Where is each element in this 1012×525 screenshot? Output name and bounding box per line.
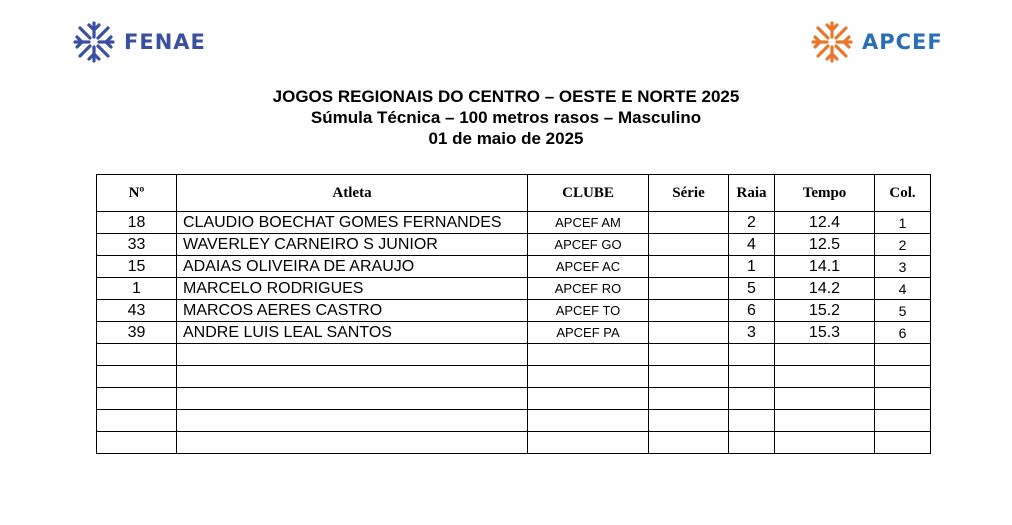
cell-clube [528,366,649,388]
cell-col: 3 [875,256,931,278]
cell-col [875,344,931,366]
cell-tempo: 15.3 [775,322,875,344]
cell-tempo: 12.4 [775,212,875,234]
cell-col [875,366,931,388]
table-row [97,212,931,234]
cell-num [97,410,177,432]
results-table [96,174,931,454]
cell-raia: 4 [729,234,775,256]
event-date: 01 de maio de 2025 [428,129,584,148]
cell-tempo: 15.2 [775,300,875,322]
cell-clube [528,432,649,454]
cell-serie [649,256,729,278]
cell-clube: APCEF TO [528,300,649,322]
cell-num [97,432,177,454]
cell-atleta: MARCOS AERES CASTRO [177,300,528,322]
cell-col: 2 [875,234,931,256]
cell-col: 6 [875,322,931,344]
cell-num: 33 [97,234,177,256]
cell-tempo [775,388,875,410]
cell-col [875,388,931,410]
header-atleta: Atleta [177,175,528,212]
cell-raia [729,410,775,432]
table-row [97,388,931,410]
document-title-block [0,86,1012,149]
cell-num [97,366,177,388]
table-row [97,278,931,300]
cell-serie [649,300,729,322]
cell-atleta: CLAUDIO BOECHAT GOMES FERNANDES [177,212,528,234]
cell-raia [729,344,775,366]
cell-clube: APCEF AM [528,212,649,234]
table-row [97,366,931,388]
cell-tempo [775,410,875,432]
fenae-logo [72,20,206,64]
cell-atleta [177,410,528,432]
cell-atleta [177,432,528,454]
cell-col: 4 [875,278,931,300]
cell-clube: APCEF RO [528,278,649,300]
cell-num [97,388,177,410]
cell-serie [649,344,729,366]
cell-atleta: ADAIAS OLIVEIRA DE ARAUJO [177,256,528,278]
cell-col: 1 [875,212,931,234]
cell-raia: 6 [729,300,775,322]
table-row [97,300,931,322]
cell-num [97,344,177,366]
cell-atleta [177,388,528,410]
header-serie: Série [649,175,729,212]
table-row [97,410,931,432]
cell-serie [649,212,729,234]
cell-atleta: WAVERLEY CARNEIRO S JUNIOR [177,234,528,256]
cell-raia [729,388,775,410]
cell-num: 15 [97,256,177,278]
apcef-snowflake-logo-icon [810,20,854,64]
header-col: Col. [875,175,931,212]
cell-clube [528,410,649,432]
cell-serie [649,234,729,256]
table-row [97,432,931,454]
table-row [97,322,931,344]
cell-raia: 1 [729,256,775,278]
cell-serie [649,278,729,300]
cell-raia [729,432,775,454]
cell-serie [649,410,729,432]
header-clube: CLUBE [528,175,649,212]
cell-clube: APCEF AC [528,256,649,278]
event-title: JOGOS REGIONAIS DO CENTRO – OESTE E NORTE 2025 [272,87,740,106]
cell-atleta [177,344,528,366]
cell-raia: 3 [729,322,775,344]
fenae-snowflake-logo-icon [72,20,116,64]
cell-num: 1 [97,278,177,300]
cell-clube: APCEF GO [528,234,649,256]
cell-col: 5 [875,300,931,322]
cell-raia [729,366,775,388]
cell-num: 18 [97,212,177,234]
header-num: Nº [97,175,177,212]
cell-tempo [775,432,875,454]
cell-atleta: ANDRE LUIS LEAL SANTOS [177,322,528,344]
cell-serie [649,366,729,388]
event-subtitle: Súmula Técnica – 100 metros rasos – Masculino [310,108,702,127]
cell-col [875,410,931,432]
cell-serie [649,388,729,410]
cell-raia: 5 [729,278,775,300]
cell-col [875,432,931,454]
apcef-logo-text: APCEF [862,30,943,54]
cell-tempo: 12.5 [775,234,875,256]
cell-tempo: 14.1 [775,256,875,278]
table-row [97,256,931,278]
cell-tempo [775,366,875,388]
header-tempo: Tempo [775,175,875,212]
cell-num: 43 [97,300,177,322]
header-raia: Raia [729,175,775,212]
cell-tempo: 14.2 [775,278,875,300]
apcef-logo [810,20,943,64]
cell-clube [528,388,649,410]
table-row [97,344,931,366]
cell-raia: 2 [729,212,775,234]
fenae-logo-text: FENAE [124,30,206,54]
cell-clube: APCEF PA [528,322,649,344]
cell-atleta [177,366,528,388]
cell-tempo [775,344,875,366]
cell-num: 39 [97,322,177,344]
table-header-row [97,175,931,212]
cell-serie [649,322,729,344]
cell-serie [649,432,729,454]
cell-clube [528,344,649,366]
cell-atleta: MARCELO RODRIGUES [177,278,528,300]
table-row [97,234,931,256]
